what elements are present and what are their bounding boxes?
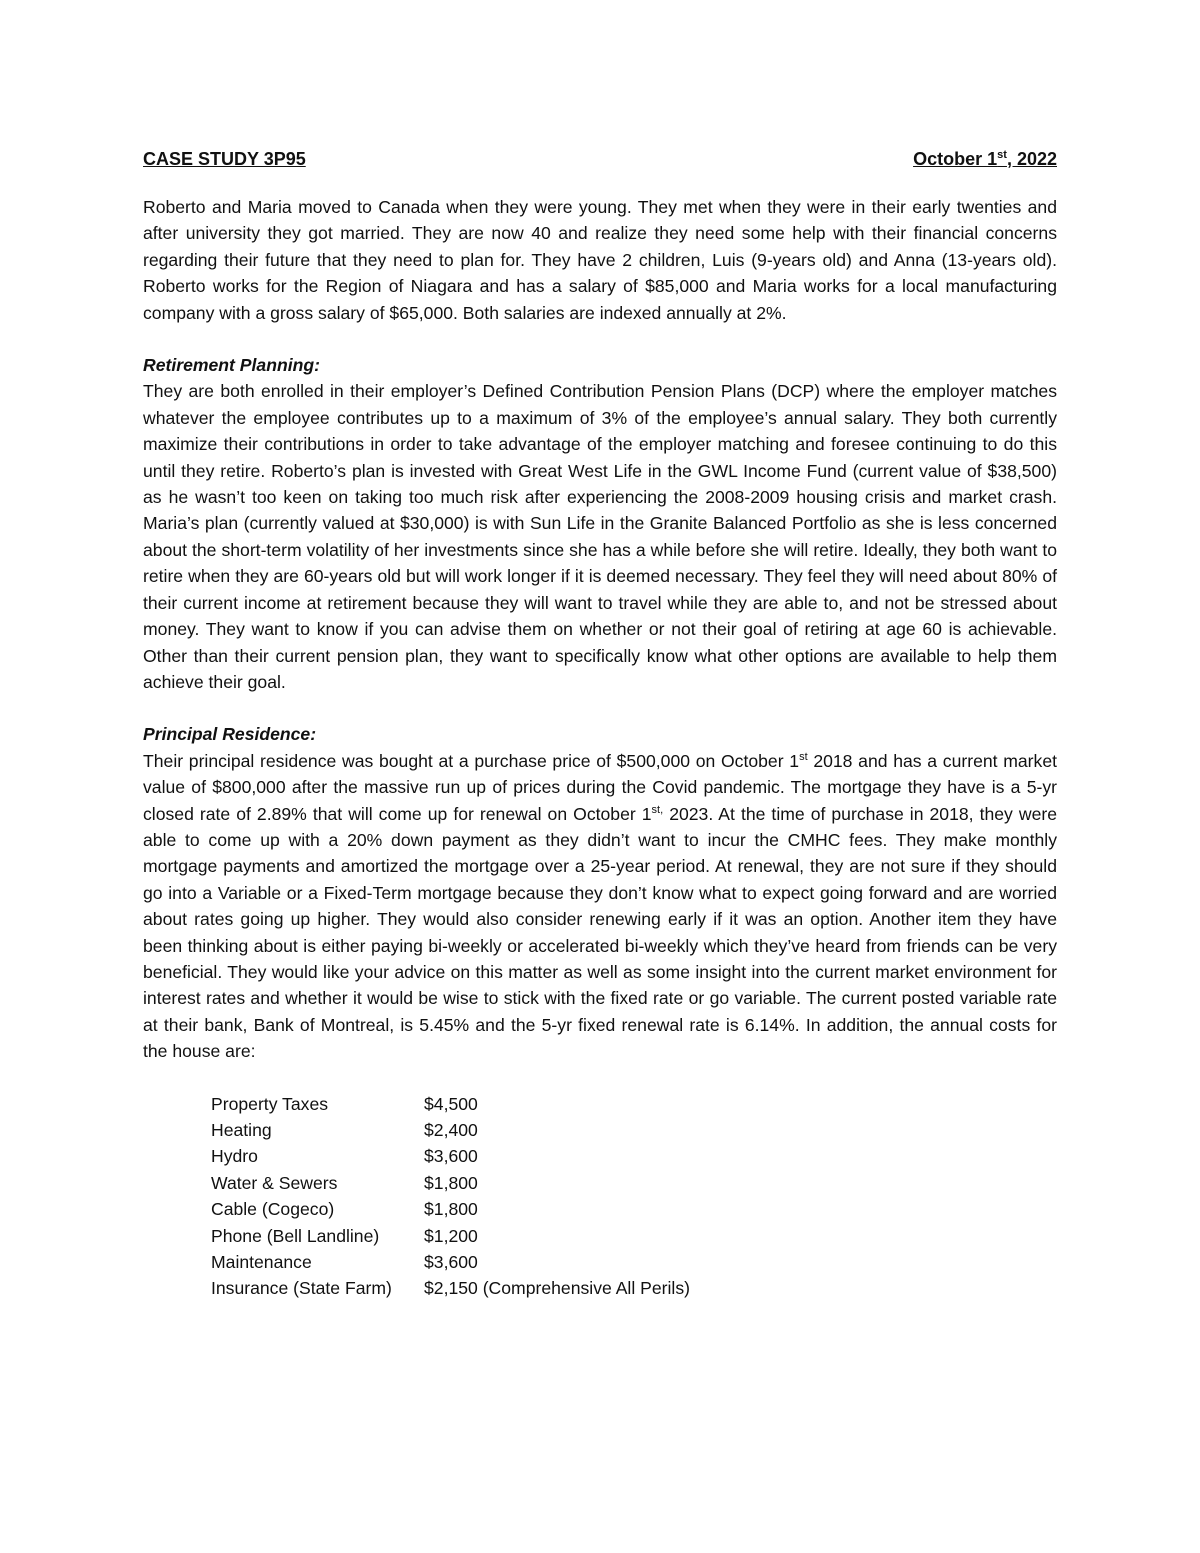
cost-label: Phone (Bell Landline): [211, 1225, 380, 1246]
document-header: [143, 140, 1057, 174]
document-page: [143, 140, 1057, 1302]
cost-row: [211, 1196, 690, 1222]
intro-paragraph: Roberto and Maria moved to Canada when they were young. They met when they were in their early twenties and after university they got married. They are now 40 and realize they need some help with their financial concerns regarding their future that they need to plan for. They have 2 children, Luis (9-years old) and Anna (13-years old). Roberto works for the Region of Niagara and has a salary of $85,000 and Maria works for a local manufacturing company with a gross salary of $65,000. Both salaries are indexed annually at 2%.: [143, 197, 1057, 323]
cost-label: Hydro: [211, 1146, 258, 1167]
document-date: October 1st, 2022: [913, 149, 1057, 169]
cost-label: Water & Sewers: [211, 1172, 338, 1193]
cost-label: Maintenance: [211, 1252, 312, 1273]
cost-label: Cable (Cogeco): [211, 1199, 335, 1220]
cost-row: [211, 1091, 690, 1117]
cost-row: [211, 1170, 690, 1196]
cost-row: [211, 1249, 690, 1275]
cost-row: [211, 1143, 690, 1169]
cost-amount: $1,200: [424, 1225, 478, 1246]
residence-paragraph: Their principal residence was bought at a purchase price of $500,000 on October 1st 2018 and has a current market value of $800,000 after the massive run up of prices during the Covid pandemic. The mortgage they have is a 5-yr closed rate of 2.89% that will come up for renewal on October $1^{st,}$ 2023. At the time of purchase in 2018, they were able to come up with a 20% down payment as they didn’t want to incur the CMHC fees. They make monthly mortgage payments and amortized the mortgage over a 25-year period. At renewal, they are not sure if they should go into a Variable or a Fixed-Term mortgage because they don’t know what to expect going forward and are worried about rates going up higher. They would also consider renewing early if it was an option. Another item they have been thinking about is either paying bi-weekly or accelerated bi-weekly which they’ve heard from friends can be very beneficial. They would like your advice on this matter as well as some insight into the current market environment for interest rates and whether it would be wise to stick with the fixed rate or go variable. The current posted variable rate at their bank, Bank of Montreal, is 5.45% and the 5-yr fixed renewal rate is 6.14%. In addition, the annual costs for the house are:: [143, 750, 1057, 1062]
cost-label: Insurance (State Farm): [211, 1278, 392, 1299]
cost-label: Heating: [211, 1120, 272, 1140]
cost-amount: $3,600: [424, 1252, 478, 1273]
cost-amount: $2,400: [424, 1120, 478, 1140]
case-study-title: CASE STUDY 3P95: [143, 149, 306, 169]
cost-amount: $3,600: [424, 1146, 478, 1167]
residence-heading: Principal Residence:: [143, 724, 317, 745]
cost-row: [211, 1117, 690, 1143]
cost-row: [211, 1275, 690, 1301]
cost-label: Property Taxes: [211, 1093, 329, 1114]
cost-amount: $4,500: [424, 1093, 478, 1114]
annual-costs-table: [211, 1091, 690, 1302]
retirement-heading: Retirement Planning:: [143, 355, 320, 376]
cost-amount: $1,800: [424, 1199, 478, 1220]
cost-amount: $1,800: [424, 1172, 478, 1193]
cost-amount: $2,150 (Comprehensive All Perils): [424, 1278, 690, 1299]
cost-row: [211, 1223, 690, 1249]
retirement-paragraph: They are both enrolled in their employer’s Defined Contribution Pension Plans (DCP) where the employer matches whatever the employee contributes up to a maximum of 3% of the employee’s annual salary. They both currently maximize their contributions in order to take advantage of the employer matching and foresee continuing to do this until they retire. Roberto’s plan is invested with Great West Life in the GWL Income Fund (current value of $38,500) as he wasn’t too keen on taking too much risk after experiencing the 2008-2009 housing crisis and market crash. Maria’s plan (currently valued at $30,000) is with Sun Life in the Granite Balanced Portfolio as she is less concerned about the short-term volatility of her investments since she has a while before she will retire. Ideally, they both want to retire when they are 60-years old but will work longer if it is deemed necessary. They feel they will need about 80% of their current income at retirement because they will want to travel while they are able to, and not be stressed about money. They want to know if you can advise them on whether or not their goal of retiring at age 60 is achievable. Other than their current pension plan, they want to specifically know what other options are available to help them achieve their goal.: [143, 381, 1057, 692]
